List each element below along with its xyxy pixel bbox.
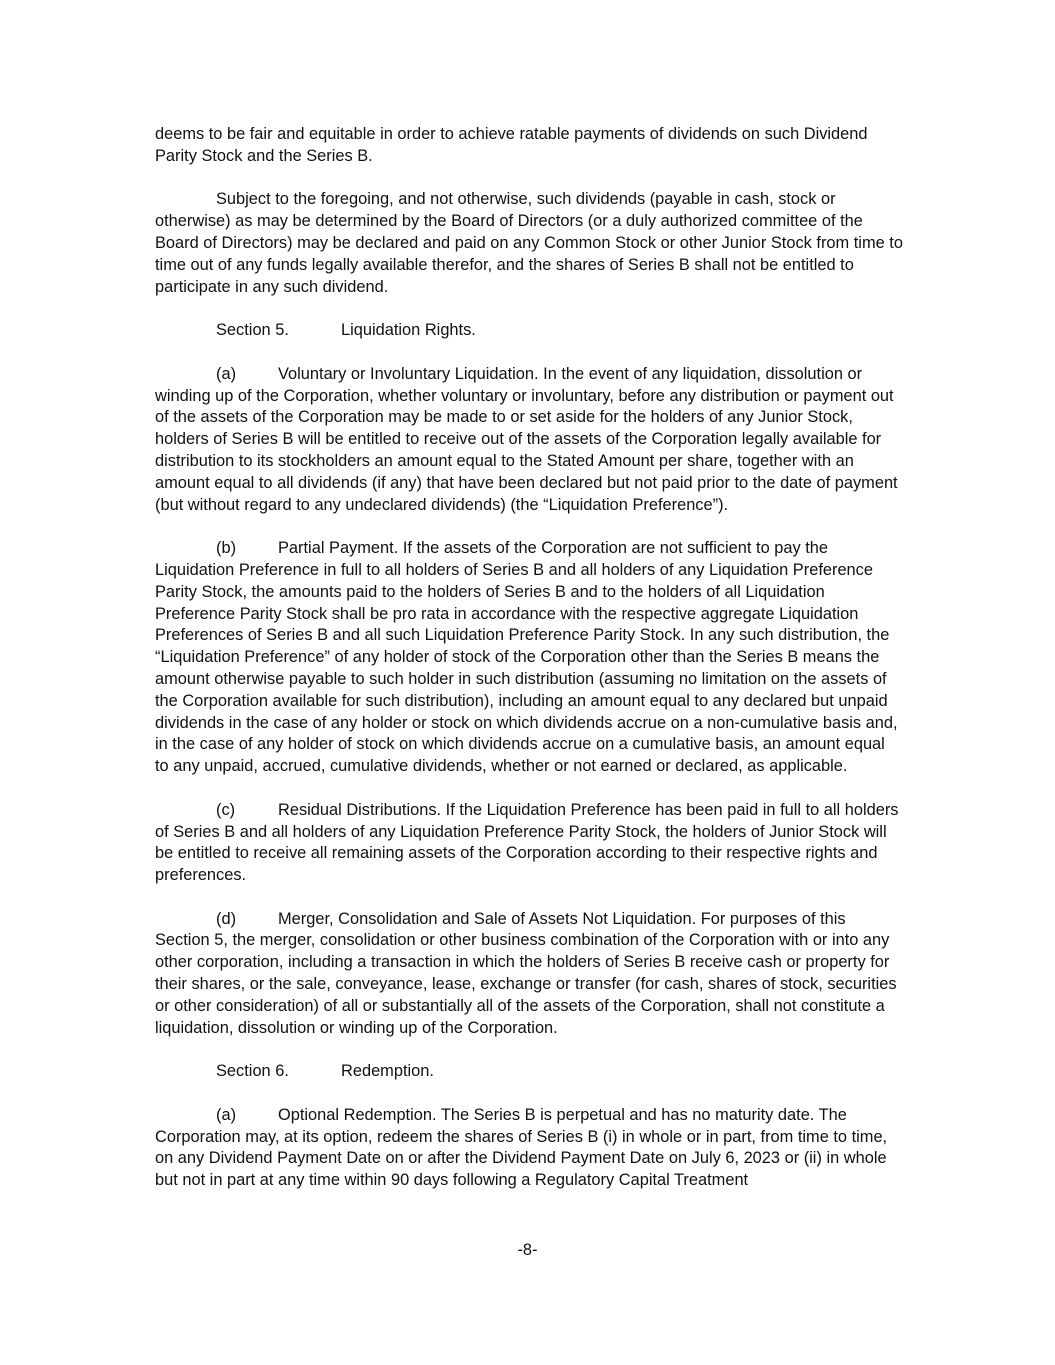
section-5a-label: (a) [216,364,237,383]
section-6a-text: The Series B is perpetual and has no maturity date. The Corporation may, at its option, redeem the shares of Series B (i) in whole or in part, from time to time, on any Dividend Payment Date on or after the Dividend Payment Date on July 6, 2023 or (ii) in whole but not in part at any time within 90 days following a Regulatory Capital Treatment [155,1105,888,1190]
section-5d-paragraph [155,909,903,1040]
paragraph-dividend-parity: deems to be fair and equitable in order to achieve ratable payments of dividends on such Dividend Parity Stock and the Series B. [155,125,868,165]
section-5b-caption: Partial Payment. [278,539,399,558]
section-5c-paragraph [155,800,903,887]
section-6-number: Section 6. [216,1062,289,1081]
section-6-heading [216,1061,903,1083]
section-6a-paragraph [155,1105,903,1192]
section-5-number: Section 5. [216,321,289,340]
paragraph-junior-dividends: Subject to the foregoing, and not otherwise, such dividends (payable in cash, stock or otherwise) as may be determined by the Board of Directors (or a duly authorized committee of the Board of Directors) may be declared and paid on any Common Stock or other Junior Stock from time to time out of any funds legally available therefor, and the shares of Series B shall not be entitled to participate in any such dividend. [155,190,903,296]
section-6a-caption: Optional Redemption. [278,1105,437,1124]
section-5-heading [216,320,903,342]
section-5b-label: (b) [216,539,237,558]
section-5d-caption: Merger, Consolidation and Sale of Assets Not Liquidation. [278,909,697,928]
section-5-title: Liquidation Rights. [341,321,476,340]
section-5c-label: (c) [216,800,236,819]
document-page [155,124,903,1214]
section-5a-paragraph [155,364,903,517]
section-5b-paragraph [155,538,903,778]
section-5d-label: (d) [216,909,237,928]
section-5a-text: In the event of any liquidation, dissolution or winding up of the Corporation, whether voluntary or involuntary, before any distribution or payment out of the assets of the Corporation may be made to or set aside for the holders of any Junior Stock, holders of Series B will be entitled to receive out of the assets of the Corporation legally available for distribution to its stockholders an amount equal to the Stated Amount per share, together with an amount equal to all dividends (if any) that have been declared but not paid prior to the date of payment (but without regard to any undeclared dividends) (the “Liquidation Preference”). [155,364,898,514]
section-6-title: Redemption. [341,1062,434,1081]
section-5b-text: If the assets of the Corporation are not sufficient to pay the Liquidation Preference in full to all holders of Series B and all holders of any Liquidation Preference Parity Stock, the amounts paid to the holders of Series B and to the holders of all Liquidation Preference Parity Stock shall be pro rata in accordance with the respective aggregate Liquidation Preferences of Series B and all such Liquidation Preference Parity Stock. In any such distribution, the “Liquidation Preference” of any holder of stock of the Corporation other than the Series B means the amount otherwise payable to such holder in such distribution (assuming no limitation on the assets of the Corporation available for such distribution), including an amount equal to any declared but unpaid dividends in the case of any holder or stock on which dividends accrue on a non-cumulative basis and, in the case of any holder of stock on which dividends accrue on a cumulative basis, an amount equal to any unpaid, accrued, cumulative dividends, whether or not earned or declared, as applicable. [155,539,898,776]
section-5c-text: If the Liquidation Preference has been paid in full to all holders of Series B and all holders of any Liquidation Preference Parity Stock, the holders of Junior Stock will be entitled to receive all remaining assets of the Corporation according to their respective rights and preferences. [155,800,899,885]
section-5a-caption: Voluntary or Involuntary Liquidation. [278,364,539,383]
section-5c-caption: Residual Distributions. [278,800,442,819]
page-number: -8- [517,1241,538,1259]
section-5d-text: For purposes of this Section 5, the merger, consolidation or other business combination of the Corporation with or into any other corporation, including a transaction in which the holders of Series B receive cash or property for their shares, or the sale, conveyance, lease, exchange or transfer (for cash, shares of stock, securities or other consideration) of all or substantially all of the assets of the Corporation, shall not constitute a liquidation, dissolution or winding up of the Corporation. [155,909,897,1037]
section-6a-label: (a) [216,1105,237,1124]
